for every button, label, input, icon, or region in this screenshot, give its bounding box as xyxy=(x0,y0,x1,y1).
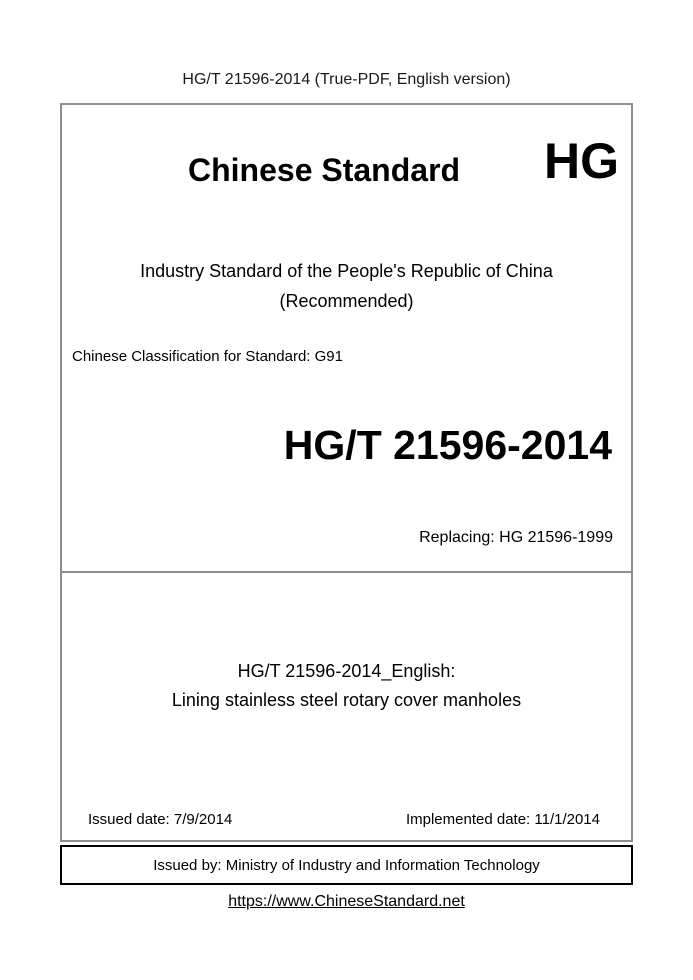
brand-title: Chinese Standard xyxy=(188,152,461,188)
english-title-line-1: HG/T 21596-2014_English: xyxy=(237,661,456,681)
standard-number: HG/T 21596-2014 xyxy=(283,422,612,468)
cover-box xyxy=(60,103,633,842)
issued-date: Issued date: 7/9/2014 xyxy=(88,811,233,828)
page-header-title: HG/T 21596-2014 (True-PDF, English version) xyxy=(182,71,511,88)
dates-row xyxy=(62,811,631,831)
section-divider xyxy=(62,571,631,573)
standard-type-line-1: Industry Standard of the People's Republic of China xyxy=(140,261,553,281)
english-title-block xyxy=(62,657,631,715)
english-title-line-2: Lining stainless steel rotary cover manholes xyxy=(171,690,522,710)
issued-by-text: Issued by: Ministry of Industry and Information Technology xyxy=(153,856,540,874)
classification-label: Chinese Classification for Standard: G91 xyxy=(72,348,343,365)
implemented-date: Implemented date: 11/1/2014 xyxy=(405,811,600,828)
standard-type-line-2: (Recommended) xyxy=(279,291,414,311)
issued-by-box xyxy=(60,845,633,885)
standard-type-block xyxy=(62,256,631,316)
replacing-note: Replacing: HG 21596-1999 xyxy=(419,529,613,546)
footer-link[interactable]: https://www.ChineseStandard.net xyxy=(228,893,465,910)
footer-link-row xyxy=(0,893,693,911)
hg-logo: HG xyxy=(544,133,619,189)
